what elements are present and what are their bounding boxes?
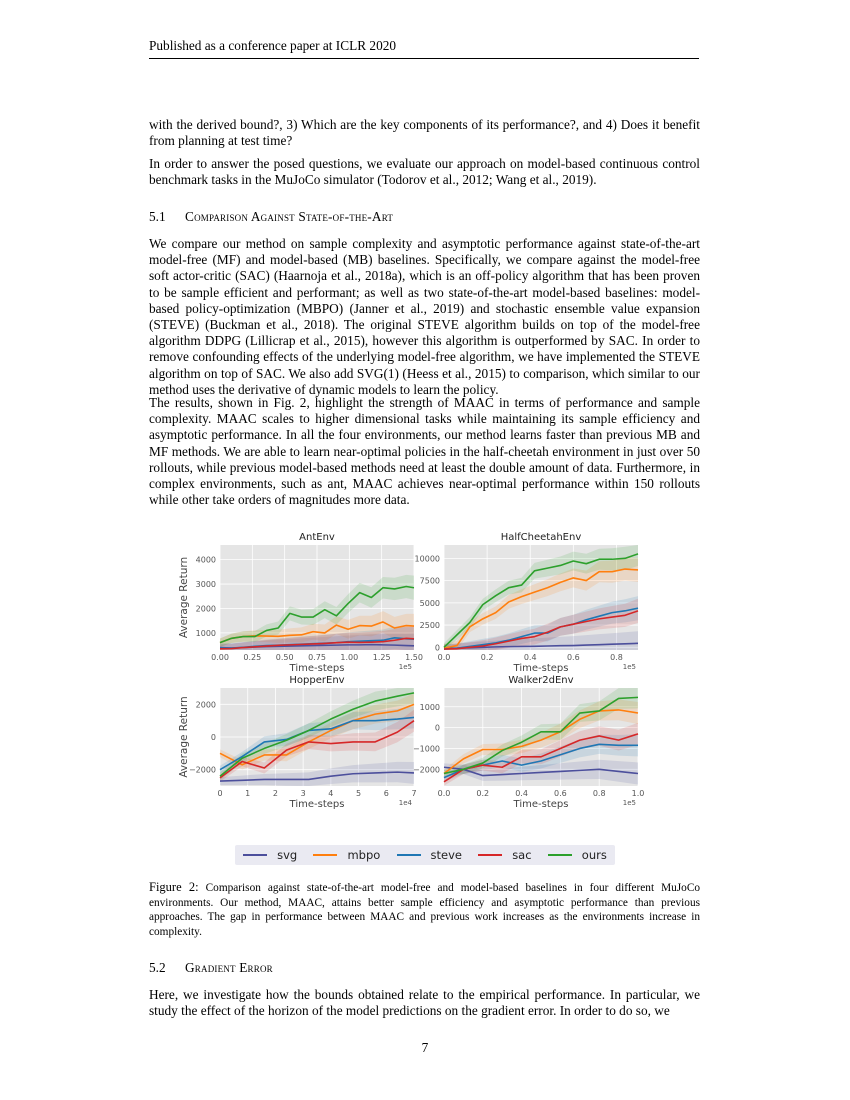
svg-text:0.2: 0.2 bbox=[476, 789, 490, 798]
chart-hopperenv bbox=[178, 675, 417, 810]
section-heading-5-2 bbox=[149, 960, 273, 976]
svg-text:−1000: −1000 bbox=[412, 744, 440, 754]
figure-2 bbox=[170, 525, 650, 870]
svg-text:0.75: 0.75 bbox=[308, 653, 326, 662]
svg-text:1e5: 1e5 bbox=[398, 663, 412, 671]
svg-text:Time-steps: Time-steps bbox=[289, 799, 345, 810]
chart-halfcheetahenv bbox=[415, 532, 638, 674]
svg-text:1: 1 bbox=[245, 789, 251, 798]
svg-text:0.4: 0.4 bbox=[523, 653, 537, 662]
svg-text:0.4: 0.4 bbox=[515, 789, 528, 798]
svg-text:0.6: 0.6 bbox=[554, 789, 567, 798]
legend-swatch-svg bbox=[243, 854, 267, 856]
paragraph-intro-continued: with the derived bound?, 3) Which are the key components of its performance?, and 4) Does it benefit from planning at test time? bbox=[149, 117, 700, 149]
svg-text:6: 6 bbox=[383, 789, 389, 798]
chart-legend bbox=[235, 845, 615, 865]
svg-text:5000: 5000 bbox=[419, 598, 440, 608]
svg-text:Walker2dEnv: Walker2dEnv bbox=[508, 675, 574, 686]
legend-swatch-steve bbox=[397, 854, 421, 856]
svg-text:5: 5 bbox=[356, 789, 362, 798]
svg-text:0: 0 bbox=[217, 789, 223, 798]
page-number: 7 bbox=[421, 1040, 429, 1055]
legend-label: sac bbox=[512, 848, 532, 862]
chart-antenv bbox=[178, 532, 423, 674]
svg-text:1.50: 1.50 bbox=[405, 653, 423, 662]
svg-text:3000: 3000 bbox=[195, 580, 216, 590]
svg-text:0.2: 0.2 bbox=[480, 653, 494, 662]
svg-text:Average Return: Average Return bbox=[178, 696, 190, 778]
svg-text:−2000: −2000 bbox=[412, 765, 440, 775]
paragraph-gradient-error: Here, we investigate how the bounds obtained relate to the empirical performance. In particular, we study the effect of the horizon of the model predictions on the gradient error. In order to do so, we bbox=[149, 987, 700, 1019]
svg-text:2: 2 bbox=[272, 789, 278, 798]
svg-text:1e5: 1e5 bbox=[622, 799, 636, 807]
figure-2-charts bbox=[170, 525, 650, 845]
svg-text:0.0: 0.0 bbox=[437, 653, 451, 662]
svg-text:1.0: 1.0 bbox=[631, 789, 645, 798]
legend-swatch-mbpo bbox=[313, 854, 337, 856]
svg-text:4: 4 bbox=[328, 789, 334, 798]
svg-text:HopperEnv: HopperEnv bbox=[289, 675, 345, 686]
svg-text:0.6: 0.6 bbox=[566, 653, 580, 662]
svg-text:7: 7 bbox=[411, 789, 417, 798]
svg-text:0.00: 0.00 bbox=[211, 653, 229, 662]
svg-text:0: 0 bbox=[434, 723, 440, 733]
section-title: Comparison Against State-of-the-Art bbox=[185, 209, 394, 224]
svg-text:1000: 1000 bbox=[419, 702, 440, 712]
section-number: 5.1 bbox=[149, 209, 166, 224]
chart-walker2denv bbox=[413, 675, 644, 810]
svg-text:0.8: 0.8 bbox=[592, 789, 606, 798]
paragraph-results: The results, shown in Fig. 2, highlight the strength of MAAC in terms of performance and sample complexity. MAAC scales to higher dimensional tasks while maintaining its sample efficiency and asymptotic performance. In all the four environments, our method learns faster than previous MB and MF methods. We are able to learn near-optimal policies in the half-cheetah environment in just over 50 rollouts, while previous model-based methods need at least the double amount of data. Furthermore, in complex environments, such as ant, MAAC achieves near-optimal performance within 150 rollouts while other take orders of magnitudes more data. bbox=[149, 395, 700, 508]
svg-text:HalfCheetahEnv: HalfCheetahEnv bbox=[500, 532, 582, 543]
svg-text:1.25: 1.25 bbox=[372, 653, 391, 662]
running-header: Published as a conference paper at ICLR 2020 bbox=[149, 38, 699, 59]
svg-text:0.50: 0.50 bbox=[275, 653, 294, 662]
legend-label: steve bbox=[430, 848, 462, 862]
svg-text:0.25: 0.25 bbox=[243, 653, 262, 662]
svg-text:0: 0 bbox=[434, 643, 440, 653]
svg-text:3: 3 bbox=[300, 789, 306, 798]
svg-text:Time-steps: Time-steps bbox=[289, 663, 345, 674]
legend-swatch-sac bbox=[478, 854, 502, 856]
legend-label: mbpo bbox=[347, 848, 381, 862]
svg-text:2000: 2000 bbox=[195, 604, 216, 614]
figure-caption bbox=[149, 880, 700, 939]
legend-swatch-ours bbox=[548, 854, 572, 856]
legend-item-svg bbox=[243, 848, 297, 862]
section-title: Gradient Error bbox=[185, 960, 273, 975]
svg-text:2500: 2500 bbox=[419, 621, 440, 631]
svg-text:0.8: 0.8 bbox=[610, 653, 623, 662]
svg-text:1e5: 1e5 bbox=[622, 663, 636, 671]
svg-text:4000: 4000 bbox=[195, 555, 216, 565]
svg-text:1e4: 1e4 bbox=[398, 799, 412, 807]
svg-text:2000: 2000 bbox=[195, 700, 216, 710]
svg-text:0: 0 bbox=[210, 733, 216, 742]
svg-text:1000: 1000 bbox=[195, 628, 216, 638]
svg-text:10000: 10000 bbox=[414, 554, 440, 564]
svg-text:AntEnv: AntEnv bbox=[299, 532, 335, 543]
legend-label: svg bbox=[277, 848, 298, 862]
legend-item-ours bbox=[548, 848, 607, 862]
section-heading-5-1 bbox=[149, 209, 393, 225]
section-number: 5.2 bbox=[149, 960, 166, 975]
svg-text:7500: 7500 bbox=[419, 576, 440, 586]
caption-text: Comparison against state-of-the-art model-free and model-based baselines in four different MuJoCo environments. Our method, MAAC, attains better sample efficiency and asymptotic performance than previous approaches. The gap in performance between MAAC and previous work increases as the environments increase in complexity. bbox=[149, 882, 701, 938]
legend-item-steve bbox=[397, 848, 462, 862]
svg-text:0.0: 0.0 bbox=[437, 789, 451, 798]
svg-text:1.00: 1.00 bbox=[340, 653, 359, 662]
svg-text:−2000: −2000 bbox=[188, 765, 216, 775]
svg-text:Average Return: Average Return bbox=[178, 556, 190, 639]
paragraph-comparison: We compare our method on sample complexity and asymptotic performance against state-of-the-art model-free (MF) and model-based (MB) baselines. Specifically, we compare against the model-free soft actor-critic (SAC) (Haarnoja et al., 2018a), which is an off-policy algorithm that has been proven to be sample efficient and performant; as well as two state-of-the-art model-based baselines: model-based policy-optimization (MBPO) (Janner et al., 2019) and stochastic ensemble value expansion (STEVE) (Buckman et al., 2018). The original STEVE algorithm builds on top of the model-free algorithm DDPG (Lillicrap et al., 2015), however this algorithm is outperformed by SAC. In order to remove confounding effects of the underlying model-free algorithm, we have implemented the STEVE algorithm on top of SAC. We also add SVG(1) (Heess et al., 2015) to comparison, which similar to our method uses the derivative of dynamic models to learn the policy. bbox=[149, 236, 700, 397]
svg-text:Time-steps: Time-steps bbox=[513, 663, 569, 674]
legend-item-mbpo bbox=[313, 848, 380, 862]
legend-item-sac bbox=[478, 848, 531, 862]
svg-text:Time-steps: Time-steps bbox=[513, 799, 569, 810]
paragraph-questions: In order to answer the posed questions, we evaluate our approach on model-based continuous control benchmark tasks in the MuJoCo simulator (Todorov et al., 2012; Wang et al., 2019). bbox=[149, 156, 700, 188]
legend-label: ours bbox=[581, 848, 607, 862]
caption-label: Figure 2: bbox=[149, 880, 199, 894]
